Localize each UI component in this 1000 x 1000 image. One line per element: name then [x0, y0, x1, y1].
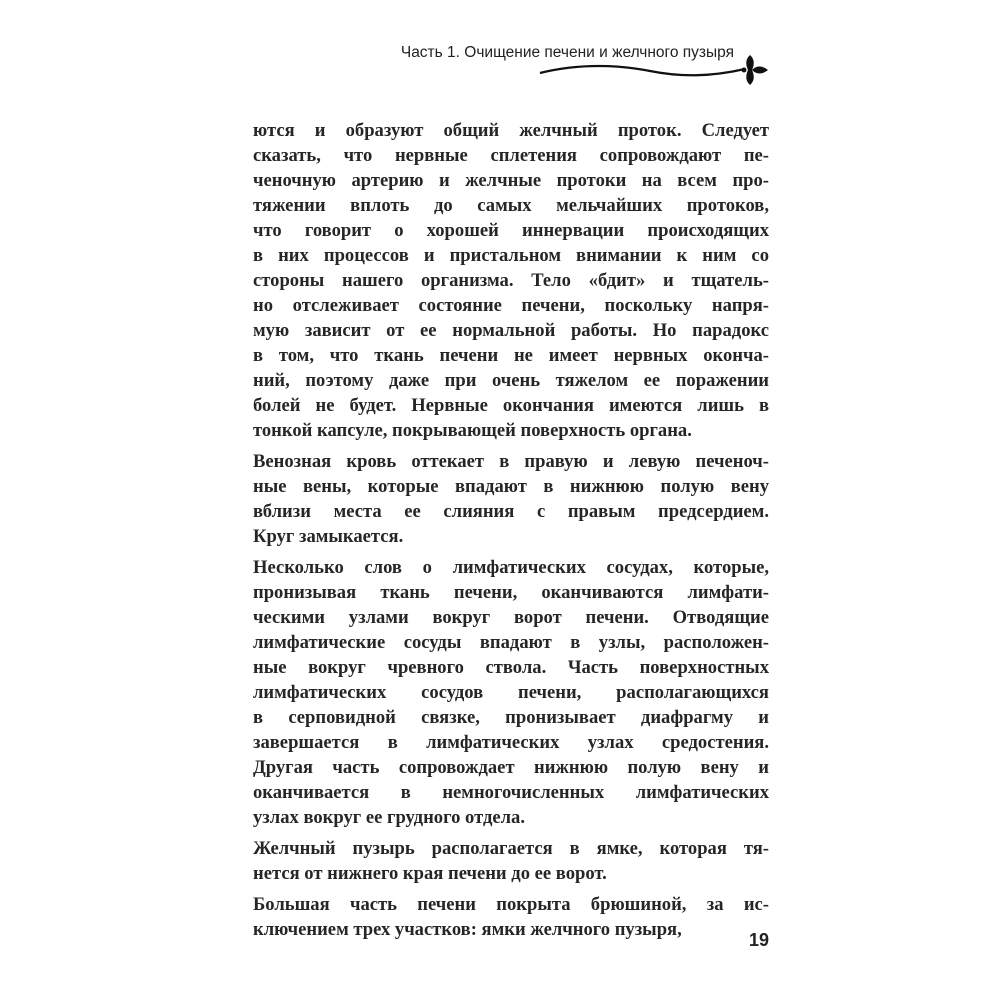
text-line: Круг замыкается.	[253, 526, 404, 547]
text-line: ключением трех участков: ямки желчного пузыря,	[253, 919, 682, 940]
text-line: тонкой капсуле, покрывающей поверхность органа.	[253, 420, 692, 441]
text-line: в том, что ткань печени не имеет нервных оконча-	[253, 345, 769, 366]
text-line: мую зависит от ее нормальной работы. Но парадокс	[253, 320, 769, 341]
text-line: стороны нашего организма. Тело «бдит» и тщатель-	[253, 270, 769, 291]
text-line: тяжении вплоть до самых мельчайших протоков,	[253, 195, 769, 216]
text-line: узлах вокруг ее грудного отдела.	[253, 807, 525, 828]
text-line: что говорит о хорошей иннервации происходящих	[253, 220, 769, 241]
text-line: лимфатических сосудов печени, располагающихся	[253, 682, 769, 703]
text-line: Желчный пузырь располагается в ямке, которая тя-	[253, 838, 769, 859]
text-line: сказать, что нервные сплетения сопровождают пе-	[253, 145, 769, 166]
text-line: ченочную артерию и желчные протоки на всем про-	[253, 170, 769, 191]
text-line: вблизи места ее слияния с правым предсердием.	[253, 501, 769, 522]
paragraph	[253, 118, 769, 443]
text-line: оканчивается в немногочисленных лимфатических	[253, 782, 769, 803]
text-line: но отслеживает состояние печени, поскольку напря-	[253, 295, 769, 316]
body-text	[253, 118, 769, 948]
text-line: лимфатические сосуды впадают в узлы, расположен-	[253, 632, 769, 653]
text-line: пронизывая ткань печени, оканчиваются лимфати-	[253, 582, 769, 603]
text-line: завершается в лимфатических узлах средостения.	[253, 732, 769, 753]
text-line: в серповидной связке, пронизывает диафрагму и	[253, 707, 769, 728]
text-line: нется от нижнего края печени до ее ворот.	[253, 863, 607, 884]
running-header: Часть 1. Очищение печени и желчного пузыря	[400, 44, 734, 61]
text-line: Большая часть печени покрыта брюшиной, за ис-	[253, 894, 769, 915]
ornament-flourish-icon	[530, 55, 770, 91]
page-number: 19	[748, 930, 769, 950]
text-line: Несколько слов о лимфатических сосудах, которые,	[253, 557, 769, 578]
paragraph	[253, 836, 769, 886]
text-line: ные вокруг чревного ствола. Часть поверхностных	[253, 657, 769, 678]
text-line: ческими узлами вокруг ворот печени. Отводящие	[253, 607, 769, 628]
paragraph	[253, 449, 769, 549]
text-line: ются и образуют общий желчный проток. Следует	[253, 120, 769, 141]
text-line: Венозная кровь оттекает в правую и левую печеноч-	[253, 451, 769, 472]
text-line: Другая часть сопровождает нижнюю полую вену и	[253, 757, 769, 778]
text-line: ные вены, которые впадают в нижнюю полую вену	[253, 476, 769, 497]
paragraph	[253, 555, 769, 830]
text-line: в них процессов и пристальном внимании к ним со	[253, 245, 769, 266]
text-line: ний, поэтому даже при очень тяжелом ее поражении	[253, 370, 769, 391]
text-line: болей не будет. Нервные окончания имеются лишь в	[253, 395, 769, 416]
paragraph	[253, 892, 769, 942]
